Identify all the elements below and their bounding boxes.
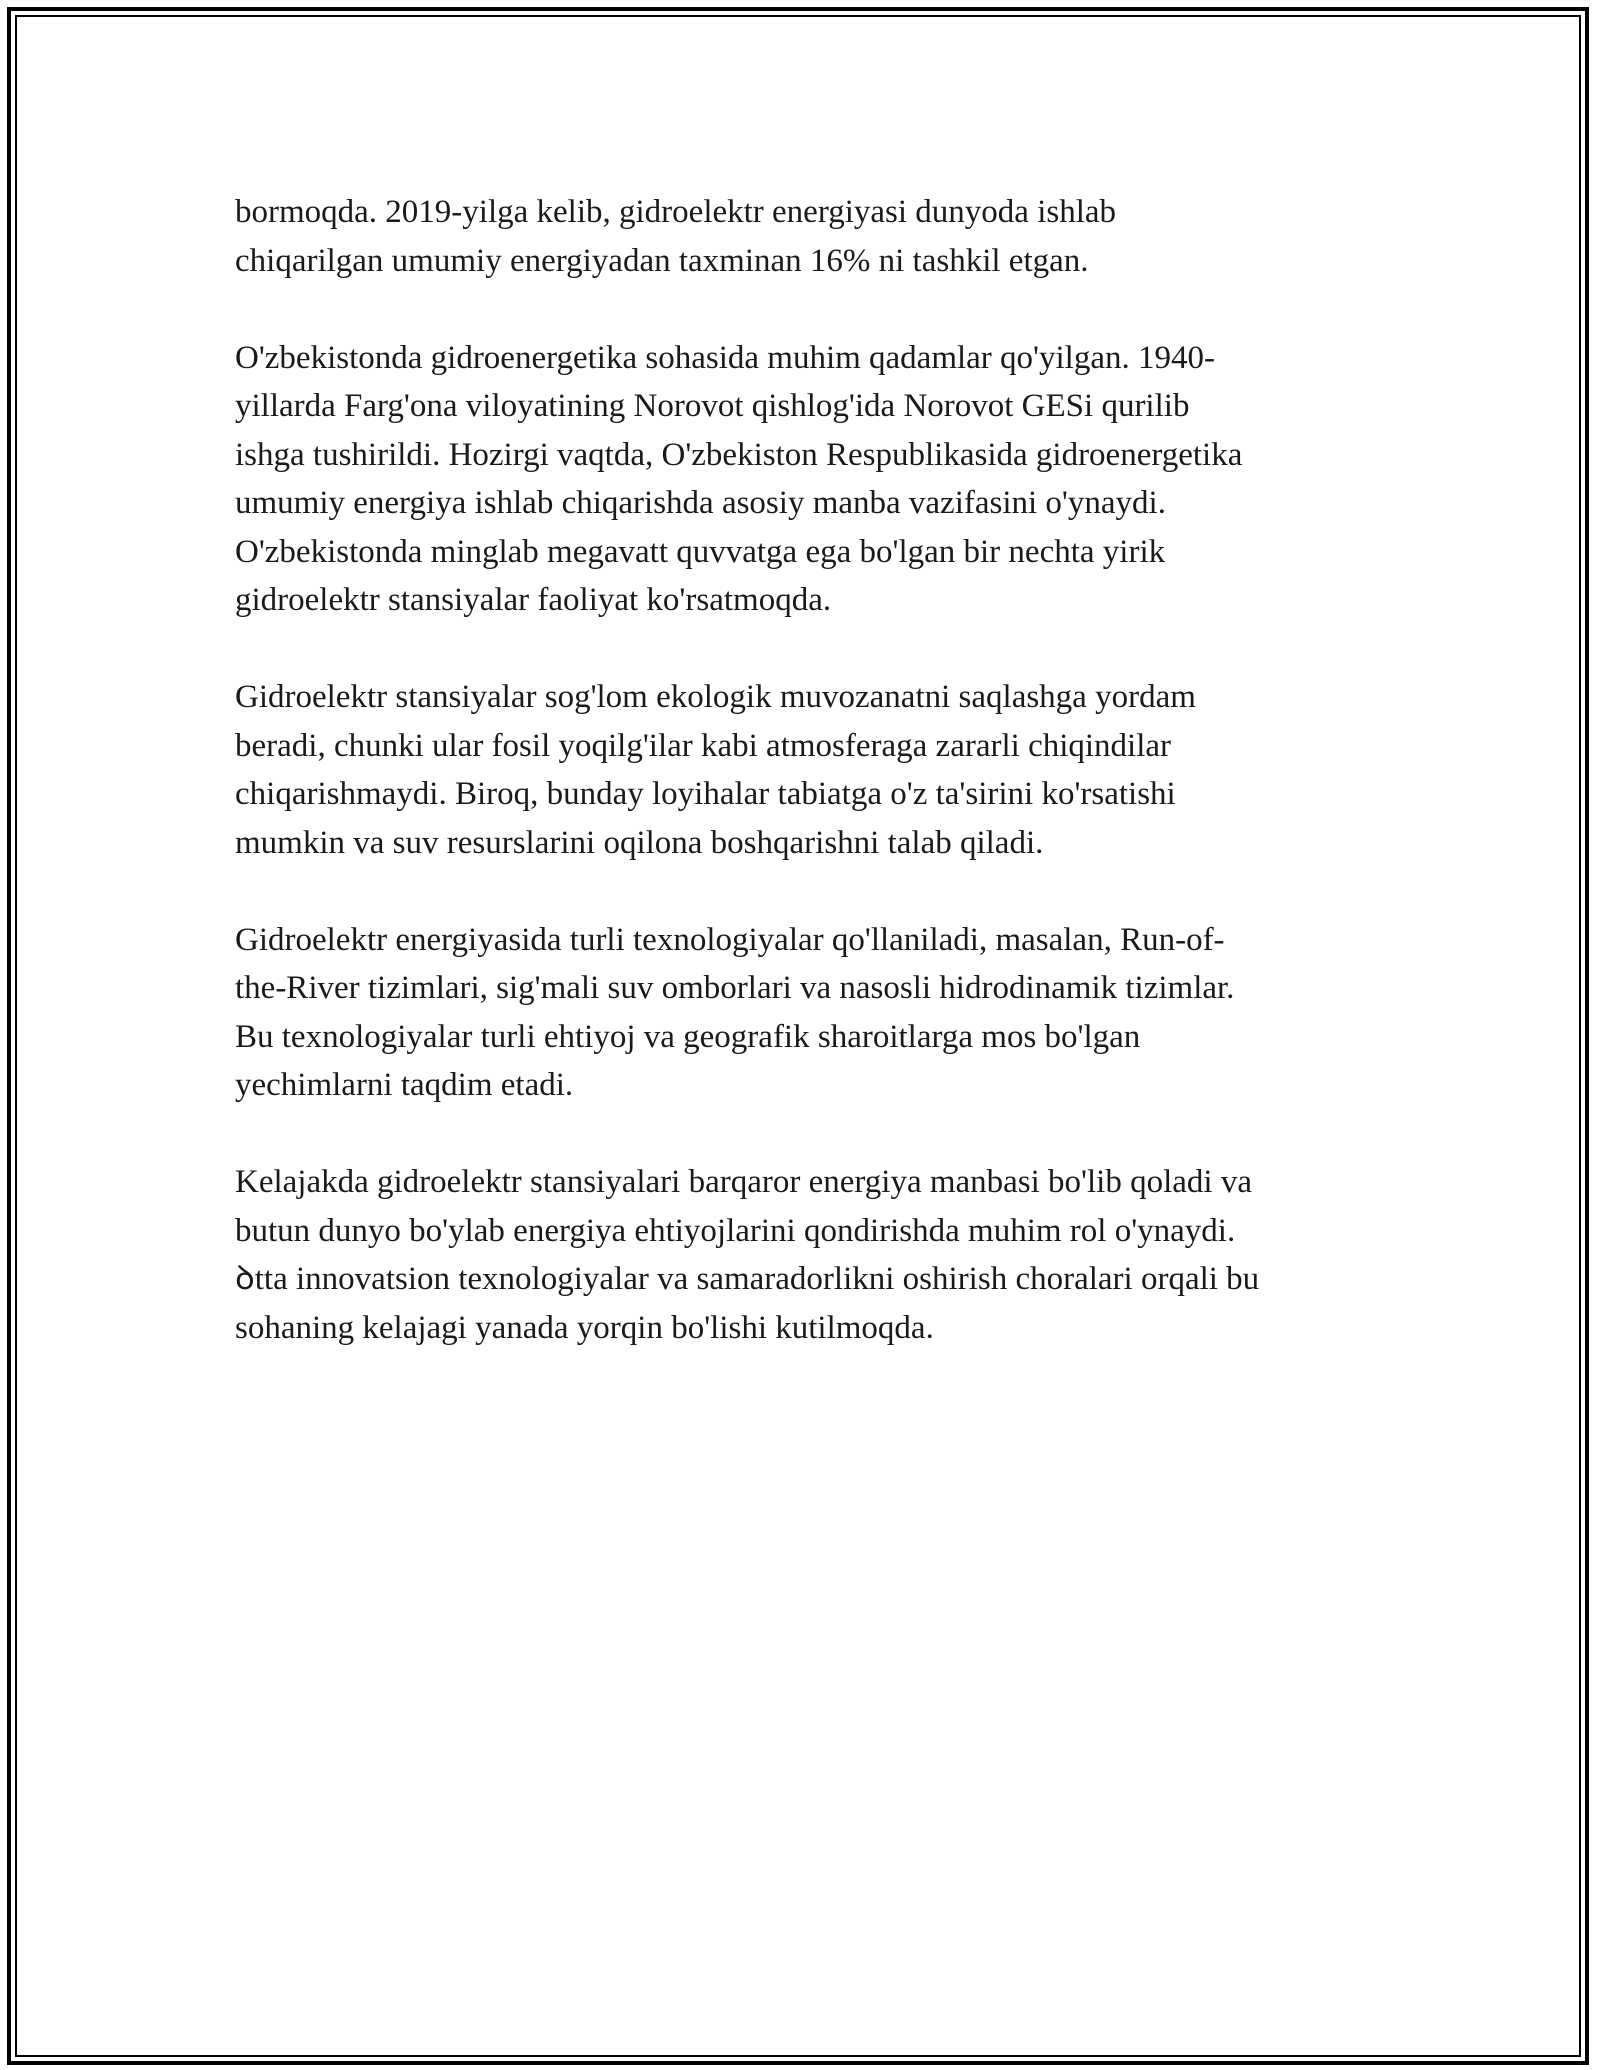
- paragraph-3: Gidroelektr stansiyalar sog'lom ekologik muvozanatni saqlashga yordam beradi, chunki ular fosil yoqilg'ilar kabi atmosferaga zararli chiqindilar chiqarishmaydi. Biroq, bunday loyihalar tabiatga o'z ta'sirini ko'rsatishi mumkin va suv resurslarini oqilona boshqarishni talab qiladi.: [235, 679, 1196, 861]
- paragraph-4: Gidroelektr energiyasida turli texnologiyalar qo'llaniladi, masalan, Run-of- the-River tizimlari, sig'mali suv omborlari va nasosli hidrodinamik tizimlar. Bu texnologiyalar turli ehtiyoj va geografik sharoitlarga mos bo'lgan yechimlarni taqdim etadi.: [235, 921, 1235, 1103]
- paragraph-5: Kelajakda gidroelektr stansiyalari barqaror energiya manbasi bo'lib qoladi va butun dunyo bo'ylab energiya ehtiyojlarini qondirishda muhim rol o'ynaydi. ꝺtta innovatsion texnologiyalar va samaradorlikni oshirish choralari orqali bu sohaning kelajagi yanada yorqin bo'lishi kutilmoqda.: [235, 1164, 1260, 1346]
- document-body: [235, 188, 1375, 1401]
- paragraph-1: bormoqda. 2019-yilga kelib, gidroelektr energiyasi dunyoda ishlab chiqarilgan umumiy energiyadan taxminan 16% ni tashkil etgan.: [235, 194, 1117, 279]
- paragraph-2: O'zbekistonda gidroenergetika sohasida muhim qadamlar qo'yilgan. 1940- yillarda Farg'ona viloyatining Norovot qishlog'ida Norovot GESi qurilib ishga tushirildi. Hozirgi vaqtda, O'zbekiston Respublikasida gidroenergetika umumiy energiya ishlab chiqarishda asosiy manba vazifasini o'ynaydi. O'zbekistonda minglab megavatt quvvatga ega bo'lgan bir nechta yirik gidroelektr stansiyalar faoliyat ko'rsatmoqda.: [235, 339, 1243, 618]
